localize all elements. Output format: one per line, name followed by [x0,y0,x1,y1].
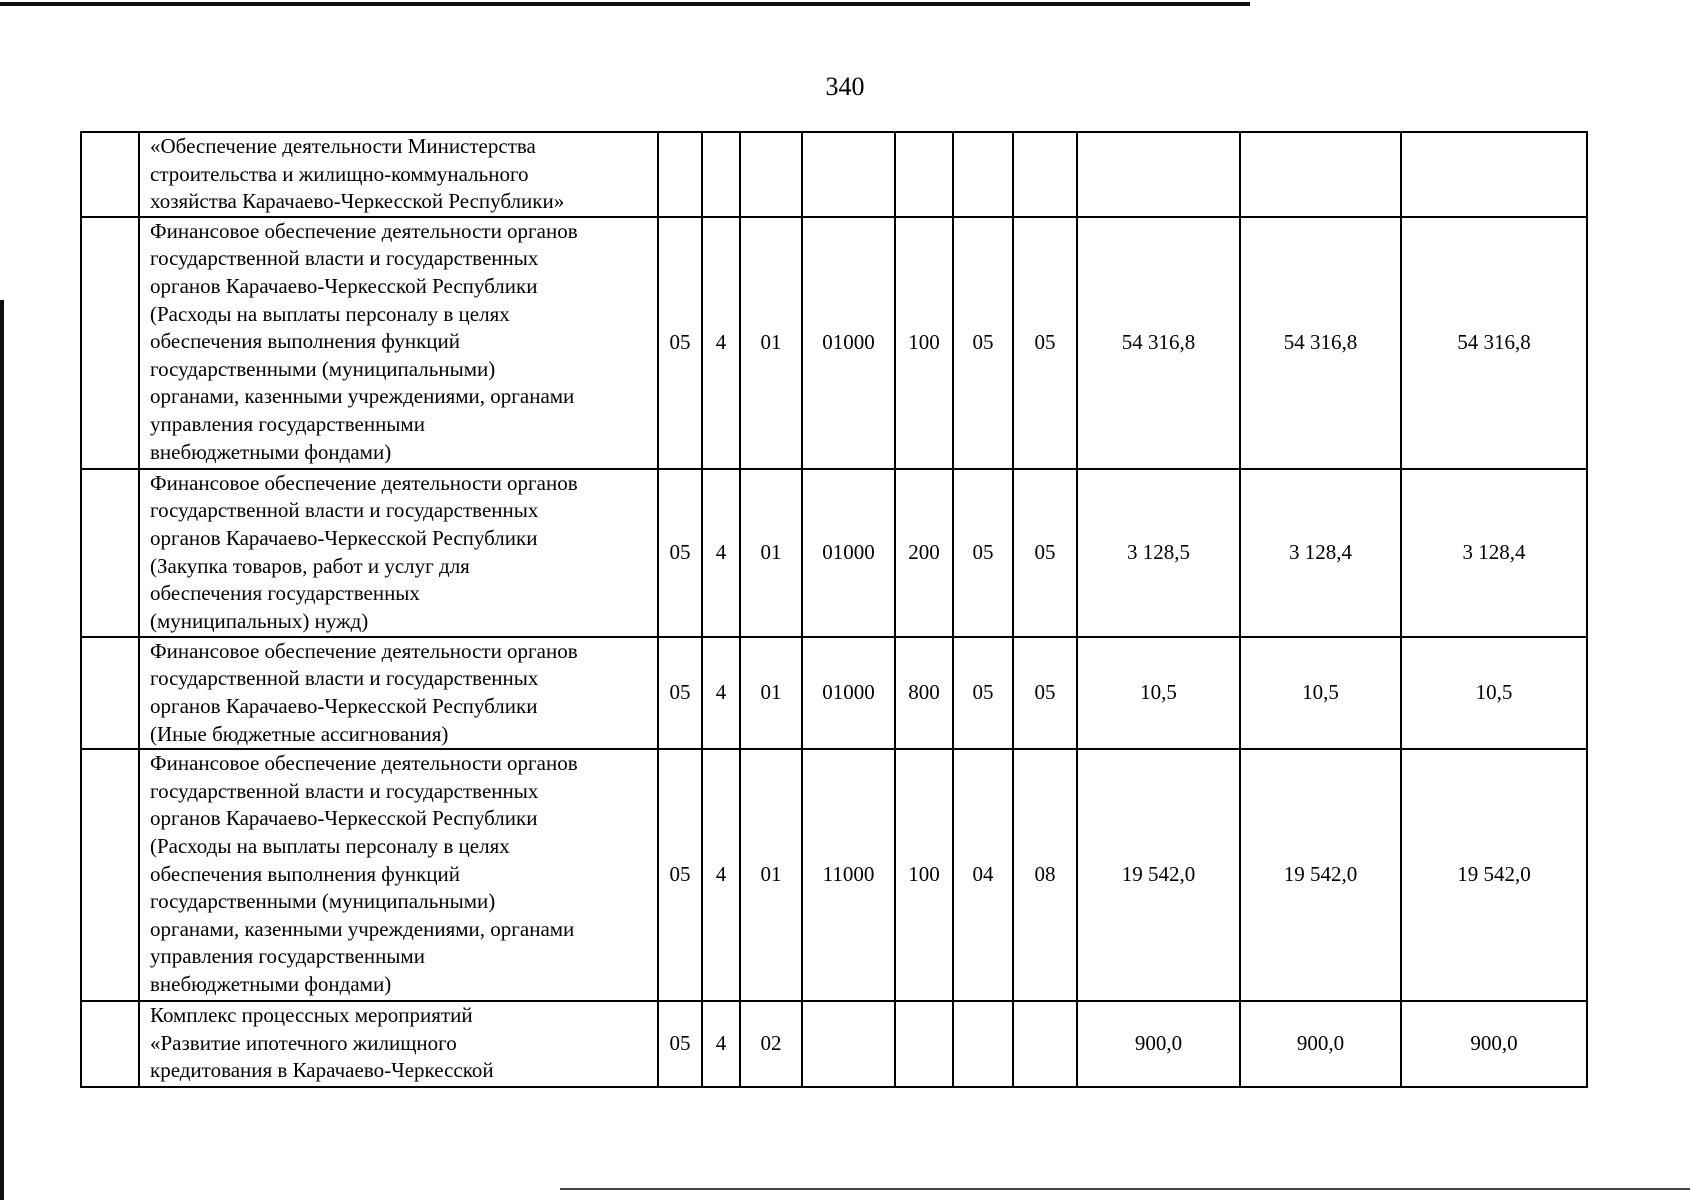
code-cell-direction: 01000 [802,469,895,637]
code-cell-section: 05 [953,217,1013,469]
code-cell-subprogram: 01 [740,469,802,637]
amount-cell-year1: 3 128,5 [1077,469,1240,637]
description-cell: Финансовое обеспечение деятельности органов государственной власти и государственных органов Карачаево-Черкесской Республики (Закупка товаров, работ и услуг для обеспечения государственных (муниципальных) нужд) [139,469,658,637]
code-cell-subprogram: 01 [740,637,802,749]
table-row [81,1001,1587,1087]
code-cell-subprogram [740,132,802,217]
scan-bottom-edge [560,1188,1690,1190]
code-cell-program: 4 [702,217,740,469]
code-cell-section [953,132,1013,217]
code-cell-direction: 01000 [802,217,895,469]
amount-cell-year1: 900,0 [1077,1001,1240,1087]
amount-cell-year3: 10,5 [1401,637,1587,749]
amount-cell-year3 [1401,132,1587,217]
amount-cell-year3: 54 316,8 [1401,217,1587,469]
code-cell-section [953,1001,1013,1087]
code-cell-subsection: 05 [1013,469,1077,637]
amount-cell-year2: 900,0 [1240,1001,1401,1087]
description-cell: Финансовое обеспечение деятельности органов государственной власти и государственных органов Карачаево-Черкесской Республики (Иные бюджетные ассигнования) [139,637,658,749]
code-cell-expense-type: 100 [895,217,953,469]
code-cell-ministry: 05 [658,749,702,1001]
table-row [81,132,1587,217]
table-row [81,637,1587,749]
row-number-cell [81,637,139,749]
code-cell-section: 04 [953,749,1013,1001]
code-cell-program [702,132,740,217]
row-number-cell [81,469,139,637]
amount-cell-year1 [1077,132,1240,217]
code-cell-subprogram: 01 [740,217,802,469]
amount-cell-year1: 19 542,0 [1077,749,1240,1001]
code-cell-ministry: 05 [658,1001,702,1087]
description-cell: Финансовое обеспечение деятельности органов государственной власти и государственных органов Карачаево-Черкесской Республики (Расходы на выплаты персоналу в целях обеспечения выполнения функций государственными (муниципальными) органами, казенными учреждениями, органами управления государственными внебюджетными фондами) [139,217,658,469]
amount-cell-year3: 900,0 [1401,1001,1587,1087]
amount-cell-year2: 10,5 [1240,637,1401,749]
code-cell-expense-type: 800 [895,637,953,749]
amount-cell-year2 [1240,132,1401,217]
description-cell: Финансовое обеспечение деятельности органов государственной власти и государственных органов Карачаево-Черкесской Республики (Расходы на выплаты персоналу в целях обеспечения выполнения функций государственными (муниципальными) органами, казенными учреждениями, органами управления государственными внебюджетными фондами) [139,749,658,1001]
code-cell-section: 05 [953,469,1013,637]
amount-cell-year3: 19 542,0 [1401,749,1587,1001]
table-row [81,749,1587,1001]
amount-cell-year1: 10,5 [1077,637,1240,749]
row-number-cell [81,217,139,469]
code-cell-subsection [1013,1001,1077,1087]
table-row [81,217,1587,469]
code-cell-section: 05 [953,637,1013,749]
amount-cell-year2: 54 316,8 [1240,217,1401,469]
code-cell-expense-type [895,132,953,217]
amount-cell-year1: 54 316,8 [1077,217,1240,469]
row-number-cell [81,749,139,1001]
budget-table [80,131,1588,1088]
code-cell-ministry: 05 [658,469,702,637]
scan-top-edge [0,2,1250,6]
code-cell-expense-type: 100 [895,749,953,1001]
code-cell-ministry [658,132,702,217]
description-cell: «Обеспечение деятельности Министерства строительства и жилищно-коммунального хозяйства Карачаево-Черкесской Республики» [139,132,658,217]
code-cell-subsection: 08 [1013,749,1077,1001]
code-cell-program: 4 [702,749,740,1001]
code-cell-ministry: 05 [658,637,702,749]
code-cell-subprogram: 02 [740,1001,802,1087]
code-cell-ministry: 05 [658,217,702,469]
code-cell-subprogram: 01 [740,749,802,1001]
code-cell-direction: 11000 [802,749,895,1001]
code-cell-subsection: 05 [1013,217,1077,469]
scan-left-edge [0,300,4,1200]
code-cell-expense-type [895,1001,953,1087]
code-cell-program: 4 [702,637,740,749]
amount-cell-year3: 3 128,4 [1401,469,1587,637]
code-cell-program: 4 [702,469,740,637]
code-cell-subsection: 05 [1013,637,1077,749]
code-cell-program: 4 [702,1001,740,1087]
amount-cell-year2: 19 542,0 [1240,749,1401,1001]
table-row [81,469,1587,637]
amount-cell-year2: 3 128,4 [1240,469,1401,637]
description-cell: Комплекс процессных мероприятий «Развитие ипотечного жилищного кредитования в Карачаево-Черкесской [139,1001,658,1087]
code-cell-direction: 01000 [802,637,895,749]
code-cell-subsection [1013,132,1077,217]
row-number-cell [81,132,139,217]
row-number-cell [81,1001,139,1087]
code-cell-expense-type: 200 [895,469,953,637]
page-number: 340 [825,72,865,101]
code-cell-direction [802,1001,895,1087]
code-cell-direction [802,132,895,217]
